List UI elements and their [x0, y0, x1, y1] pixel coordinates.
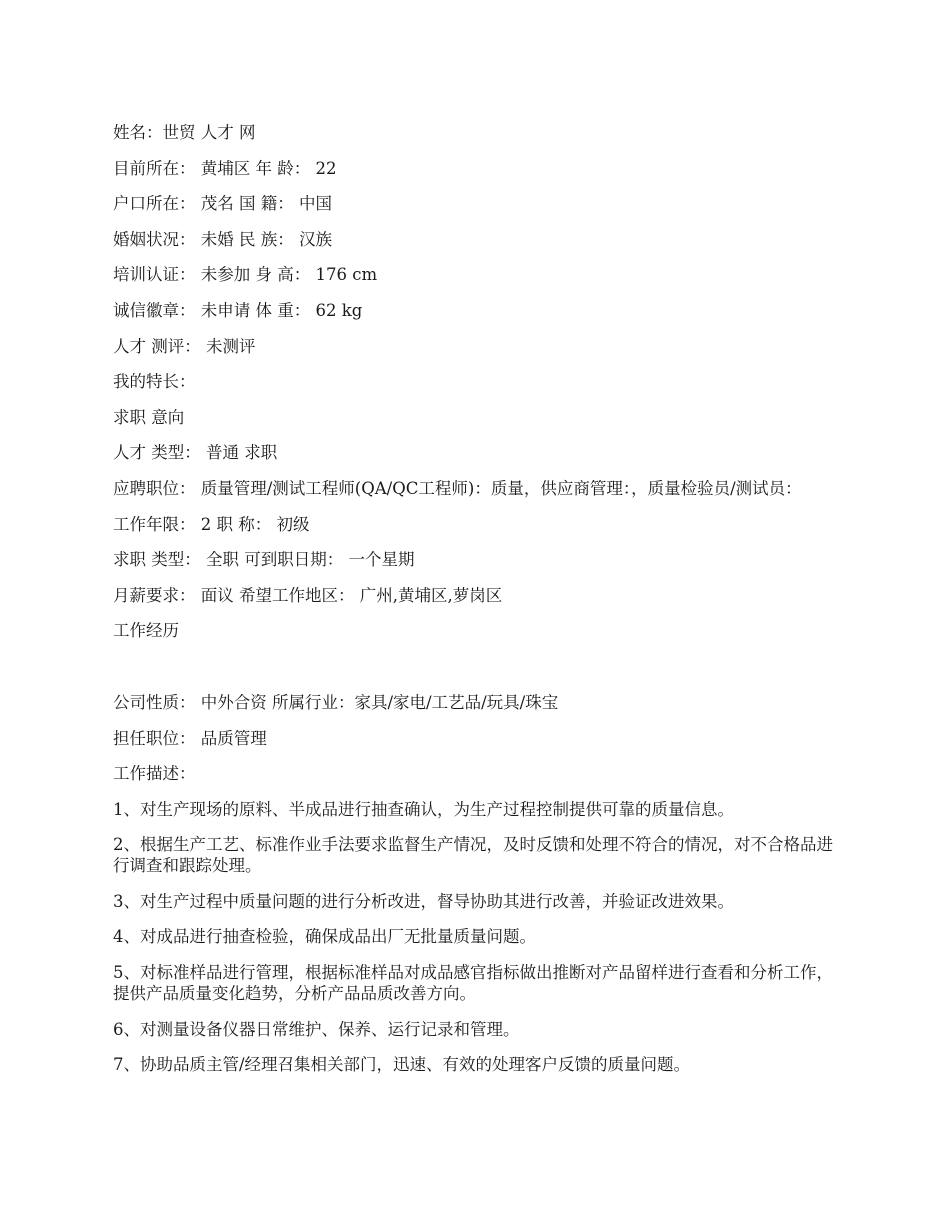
years-title-line: 工作年限： 2 职 称： 初级: [113, 514, 310, 534]
description-heading: 工作描述：: [113, 764, 196, 784]
talent-type-line: 人才 类型： 普通 求职: [113, 443, 278, 463]
job-type-availability-line: 求职 类型： 全职 可到职日期： 一个星期: [113, 550, 415, 570]
duty-item: 7、协助品质主管/经理召集相关部门，迅速、有效的处理客户反馈的质量问题。: [113, 1055, 691, 1075]
duty-item: 4、对成品进行抽查检验，确保成品出厂无批量质量问题。: [113, 927, 536, 947]
duty-item: 1、对生产现场的原料、半成品进行抽查确认，为生产过程控制提供可靠的质量信息。: [113, 799, 734, 819]
assessment-line: 人才 测评： 未测评: [113, 336, 256, 356]
work-experience-heading: 工作经历: [113, 621, 179, 641]
salary-region-line: 月薪要求： 面议 希望工作地区： 广州,黄埔区,萝岗区: [113, 585, 503, 605]
role-line: 担任职位： 品质管理: [113, 728, 267, 748]
duty-item: 3、对生产过程中质量问题的进行分析改进，督导协助其进行改善，并验证改进效果。: [113, 891, 734, 911]
duty-item: 6、对测量设备仪器日常维护、保养、运行记录和管理。: [113, 1019, 520, 1039]
duty-item: 2、根据生产工艺、标准作业手法要求监督生产情况，及时反馈和处理不符合的情况，对不合格品进行调查和跟踪处理。: [113, 835, 833, 876]
name-line: 姓名：世贸 人才 网: [113, 123, 256, 142]
hukou-nationality-line: 户口所在： 茂名 国 籍： 中国: [113, 194, 332, 214]
job-intent-heading: 求职 意向: [113, 407, 185, 427]
applied-position-line: 应聘职位： 质量管理/测试工程师(QA/QC工程师)：质量，供应商管理：，质量检验员/测试员：: [113, 478, 802, 498]
specialty-line: 我的特长：: [113, 372, 196, 392]
location-age-line: 目前所在： 黄埔区 年 龄： 22: [113, 158, 337, 178]
training-height-line: 培训认证： 未参加 身 高： 176 cm: [113, 265, 378, 285]
integrity-weight-line: 诚信徽章： 未申请 体 重： 62 kg: [113, 300, 363, 320]
marital-ethnicity-line: 婚姻状况： 未婚 民 族： 汉族: [113, 229, 332, 249]
section-spacer: [113, 656, 838, 692]
resume-document: [113, 122, 838, 1090]
duty-item: 5、对标准样品进行管理，根据标准样品对成品感官指标做出推断对产品留样进行查看和分析工作，提供产品质量变化趋势，分析产品品质改善方向。: [113, 963, 833, 1004]
company-industry-line: 公司性质： 中外合资 所属行业：家具/家电/工艺品/玩具/珠宝: [113, 692, 559, 712]
